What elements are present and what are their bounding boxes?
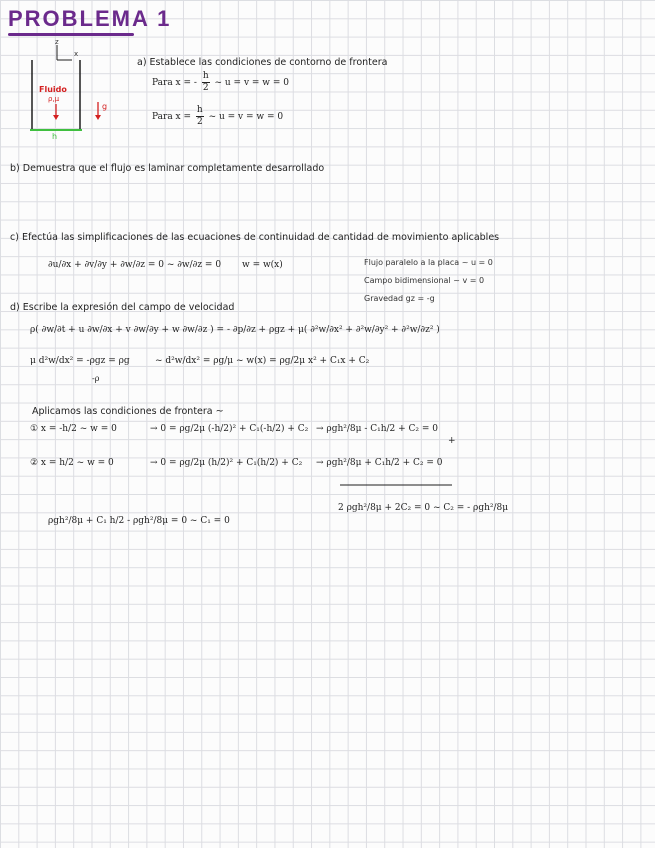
condition-2-mid: → 0 = ρg/2μ (h/2)² + C₁(h/2) + C₂	[150, 458, 303, 468]
section-d-label: d) Escribe la expresión del campo de velocidad	[10, 302, 235, 313]
axis-x-label: x	[74, 50, 79, 58]
section-c-label: c) Efectúa las simplificaciones de las ecuaciones de continuidad de cantidad de movimiento aplicables	[10, 232, 500, 243]
c1-result: ρgh²/8μ + C₁ h/2 - ρgh²/8μ = 0 ~ C₁ = 0	[48, 516, 230, 526]
conditions-header: Aplicamos las condiciones de frontera ~	[32, 406, 224, 417]
fluid-label: Fluido	[39, 85, 67, 94]
section-b-label: b) Demuestra que el flujo es laminar completamente desarrollado	[10, 163, 325, 174]
note-parallel-flow: Flujo paralelo a la placa ~ u = 0	[364, 258, 493, 267]
condition-2-right: → ρgh²/8μ + C₁h/2 + C₂ = 0	[316, 458, 443, 468]
plus-sign: +	[448, 436, 456, 446]
section-a-line1: Para x = - $\frac{h}{2}$ ~ u = v = w = 0	[152, 71, 289, 93]
gravity-label: g	[102, 102, 108, 111]
momentum-equation: ρ( ∂w/∂t + u ∂w/∂x + v ∂w/∂y + w ∂w/∂z ) = - ∂p/∂z + ρgz + μ( ∂²w/∂x² + ∂²w/∂y² + ∂²w/∂z² )	[30, 325, 440, 335]
section-a-line2: Para x = $\frac{h}{2}$ ~ u = v = w = 0	[152, 105, 284, 127]
condition-1-left: ① x = -h/2 ~ w = 0	[30, 424, 117, 434]
note-two-dimensional: Campo bidimensional ~ v = 0	[364, 276, 485, 285]
condition-1-mid: → 0 = ρg/2μ (-h/2)² + C₁(-h/2) + C₂	[150, 424, 309, 434]
section-a-label: a) Establece las condiciones de contorno de frontera	[137, 57, 388, 68]
velocity-field: ~ d²w/dx² = ρg/μ ~ w(x) = ρg/2μ x² + C₁x + C₂	[155, 356, 370, 366]
flow-arrow-head	[53, 115, 59, 120]
gravity-arrow-head	[95, 115, 101, 120]
sum-result: 2 ρgh²/8μ + 2C₂ = 0 ~ C₂ = - ρgh²/8μ	[338, 503, 509, 513]
axis-z-label: z	[55, 38, 59, 46]
width-label: h	[52, 132, 58, 141]
condition-1-right: → ρgh²/8μ - C₁h/2 + C₂ = 0	[316, 424, 439, 434]
continuity-equation: ∂u/∂x + ∂v/∂y + ∂w/∂z = 0 ~ ∂w/∂z = 0	[48, 260, 222, 270]
w-of-x: w = w(x)	[242, 260, 283, 270]
fluid-props: ρ,μ	[48, 95, 60, 103]
note-gravity: Gravedad gz = -g	[364, 294, 435, 303]
minus-rho: -ρ	[92, 374, 100, 383]
simplified-equation: μ d²w/dx² = -ρgz = ρg	[30, 356, 130, 366]
page-title: PROBLEMA 1	[8, 6, 172, 31]
condition-2-left: ② x = h/2 ~ w = 0	[30, 458, 114, 468]
